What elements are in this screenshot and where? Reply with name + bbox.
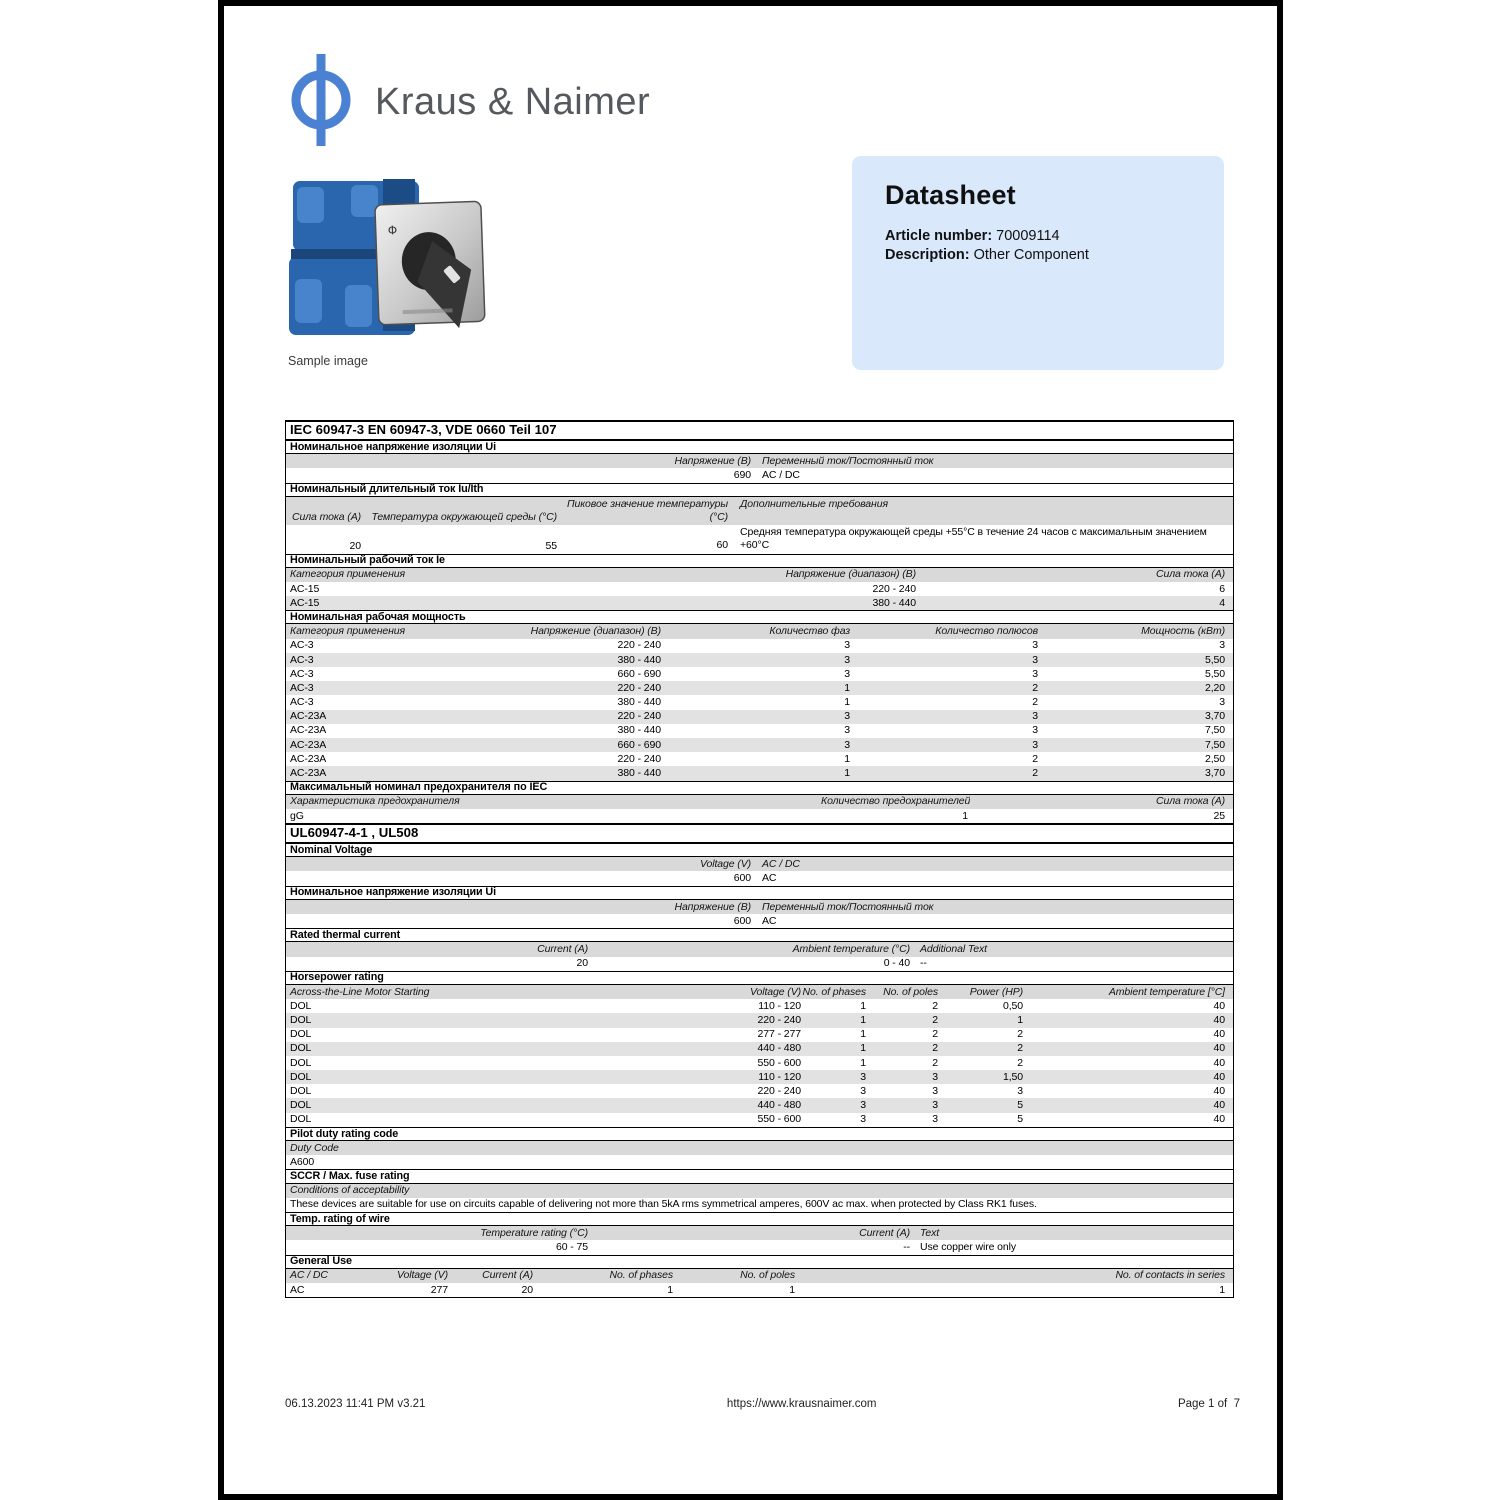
sample-image-caption: Sample image xyxy=(288,354,368,368)
table-cell: AC-15 xyxy=(290,582,320,595)
table-cell: Across-the-Line Motor Starting xyxy=(290,985,430,998)
data-row xyxy=(286,871,1233,885)
footer-url: https://www.krausnaimer.com xyxy=(726,1398,877,1410)
table-cell: AC-23A xyxy=(290,724,327,737)
table-cell: 0 - 40 xyxy=(883,957,910,970)
table-cell: 1 xyxy=(844,681,850,694)
table-cell: 220 - 240 xyxy=(617,639,661,652)
table-cell: AC-15 xyxy=(290,596,320,609)
table-cell: Conditions of acceptability xyxy=(290,1184,410,1197)
datasheet-info-box xyxy=(852,156,1224,370)
data-row xyxy=(286,752,1233,766)
table-cell: 40 xyxy=(1213,1028,1225,1041)
data-row xyxy=(286,1042,1233,1056)
table-cell: DOL xyxy=(290,1056,312,1069)
column-header-row xyxy=(286,1269,1233,1283)
table-cell: 1 xyxy=(860,1042,866,1055)
table-cell: 40 xyxy=(1213,1070,1225,1083)
table-cell: 0,50 xyxy=(1002,999,1023,1012)
table-cell: 3 xyxy=(844,667,850,680)
table-cell: 3 xyxy=(932,1113,938,1126)
table-cell: 2,50 xyxy=(1204,752,1225,765)
table-cell: 3 xyxy=(1032,710,1038,723)
table-cell: 3 xyxy=(844,653,850,666)
datasheet-page xyxy=(218,0,1283,1500)
section-header-row xyxy=(286,1255,1233,1269)
section-header-row xyxy=(286,554,1233,568)
footer-timestamp: 06.13.2023 11:41 PM v3.21 xyxy=(285,1398,426,1410)
table-cell: 110 - 120 xyxy=(758,1070,801,1083)
table-cell: Напряжение (В) xyxy=(674,454,751,467)
table-cell: 220 - 240 xyxy=(617,710,661,723)
table-cell: 2 xyxy=(1032,681,1038,694)
data-row xyxy=(286,596,1233,610)
column-header-row xyxy=(286,568,1233,582)
table-cell: AC-23A xyxy=(290,767,327,780)
table-cell: 3 xyxy=(1032,724,1038,737)
column-header-row xyxy=(286,454,1233,468)
table-cell: 1 xyxy=(789,1283,795,1296)
section-header-row xyxy=(286,928,1233,942)
data-row xyxy=(286,914,1233,928)
table-cell: 60 - 75 xyxy=(556,1241,588,1254)
table-cell: IEC 60947-3 EN 60947-3, VDE 0660 Teil 107 xyxy=(290,422,557,438)
column-header-row xyxy=(286,942,1233,956)
table-cell: 220 - 240 xyxy=(757,1014,801,1027)
data-row xyxy=(286,639,1233,653)
table-cell: A600 xyxy=(290,1155,315,1168)
column-header-row xyxy=(286,900,1233,914)
table-cell: 440 - 480 xyxy=(757,1042,801,1055)
data-row xyxy=(286,1013,1233,1027)
table-cell: 40 xyxy=(1213,999,1225,1012)
table-cell: Количество полюсов xyxy=(935,625,1038,638)
table-cell: 3 xyxy=(844,710,850,723)
table-cell: 55 xyxy=(545,539,557,552)
specifications-table xyxy=(285,420,1234,1298)
table-cell: 3 xyxy=(1219,696,1225,709)
table-cell: Current (A) xyxy=(537,943,588,956)
table-cell: 2 xyxy=(1017,1028,1023,1041)
table-cell: AC / DC xyxy=(762,469,800,482)
table-cell: 2 xyxy=(1017,1042,1023,1055)
table-cell: gG xyxy=(290,809,304,822)
section-header-row xyxy=(286,843,1233,857)
table-cell: 690 xyxy=(733,469,751,482)
table-cell: 380 - 440 xyxy=(617,724,661,737)
table-cell: DOL xyxy=(290,1042,312,1055)
table-cell: Номинальная рабочая мощность xyxy=(290,610,466,623)
table-cell: 20 xyxy=(521,1283,533,1296)
table-cell: Номинальный рабочий ток Ie xyxy=(290,554,445,567)
table-cell: Номинальный длительный ток Iu/Ith xyxy=(290,483,484,496)
table-cell: 3 xyxy=(1032,667,1038,680)
table-cell: 6 xyxy=(1219,582,1225,595)
table-cell: Дополнительные требования xyxy=(740,497,888,510)
data-row xyxy=(286,957,1233,971)
product-image xyxy=(283,161,495,353)
table-cell: 20 xyxy=(576,957,588,970)
table-cell: 1,50 xyxy=(1002,1070,1023,1083)
table-cell: Категория применения xyxy=(290,568,406,581)
table-cell: DOL xyxy=(290,1070,312,1083)
phi-logo-icon xyxy=(289,52,353,153)
table-cell: AC xyxy=(762,914,777,927)
table-cell: 380 - 440 xyxy=(617,767,661,780)
table-cell: 40 xyxy=(1213,1084,1225,1097)
section-header-row xyxy=(286,1127,1233,1141)
data-row xyxy=(286,1113,1233,1127)
table-cell: No. of poles xyxy=(883,985,938,998)
table-cell: Напряжение (В) xyxy=(674,900,751,913)
table-cell: DOL xyxy=(290,1099,312,1112)
table-cell: Nominal Voltage xyxy=(290,843,373,856)
data-row xyxy=(286,468,1233,482)
table-cell: AC-3 xyxy=(290,667,314,680)
table-cell: 3 xyxy=(860,1099,866,1112)
section-header-row xyxy=(286,440,1233,454)
table-cell: 440 - 480 xyxy=(757,1099,801,1112)
table-cell: 380 - 440 xyxy=(617,696,661,709)
table-cell: 3 xyxy=(844,639,850,652)
table-cell: 1 xyxy=(860,1028,866,1041)
description-label: Description: xyxy=(885,247,970,263)
table-cell: Temp. rating of wire xyxy=(290,1212,390,1225)
table-cell: 1 xyxy=(844,752,850,765)
table-cell: 600 xyxy=(733,872,751,885)
table-cell: 2 xyxy=(932,1042,938,1055)
table-cell: 660 - 690 xyxy=(617,738,661,751)
table-cell: Пиковое значение температуры (°C) xyxy=(566,497,728,523)
table-title-row xyxy=(286,420,1233,440)
table-cell: Переменный ток/Постоянный ток xyxy=(762,900,934,913)
table-cell: 5,50 xyxy=(1204,653,1225,666)
table-cell: 1 xyxy=(860,999,866,1012)
table-cell: Voltage (V) xyxy=(749,985,801,998)
table-cell: AC xyxy=(762,872,777,885)
table-cell: Категория применения xyxy=(290,625,406,638)
table-cell: 2,20 xyxy=(1204,681,1225,694)
data-row xyxy=(286,525,1233,553)
article-number-value: 70009114 xyxy=(996,228,1060,244)
table-cell: AC xyxy=(290,1283,305,1296)
table-cell: 1 xyxy=(860,1056,866,1069)
table-cell: General Use xyxy=(290,1255,352,1268)
data-row xyxy=(286,1155,1233,1169)
table-cell: 110 - 120 xyxy=(758,999,801,1012)
table-cell: 380 - 440 xyxy=(617,653,661,666)
table-cell: AC-23A xyxy=(290,710,327,723)
datasheet-title: Datasheet xyxy=(885,180,1016,210)
data-row xyxy=(286,653,1233,667)
page-footer xyxy=(285,1398,1240,1410)
data-row xyxy=(286,681,1233,695)
table-cell: Temperature rating (°C) xyxy=(480,1226,588,1239)
table-cell: 3 xyxy=(1032,653,1038,666)
table-cell: 2 xyxy=(1017,1056,1023,1069)
data-row xyxy=(286,667,1233,681)
data-row xyxy=(286,1283,1233,1297)
data-row xyxy=(286,710,1233,724)
svg-text:Φ: Φ xyxy=(387,223,398,238)
table-cell: 3 xyxy=(932,1099,938,1112)
table-cell: 220 - 240 xyxy=(617,681,661,694)
table-cell: 60 xyxy=(716,539,728,552)
brand-header xyxy=(289,52,650,153)
article-number-label: Article number: xyxy=(885,228,993,244)
table-cell: AC / DC xyxy=(290,1269,328,1282)
table-cell: DOL xyxy=(290,999,312,1012)
table-cell: Voltage (V) xyxy=(396,1269,448,1282)
table-cell: Количество фаз xyxy=(769,625,850,638)
table-cell: 1 xyxy=(667,1283,673,1296)
table-cell: 2 xyxy=(932,1014,938,1027)
column-header-row xyxy=(286,1226,1233,1240)
table-cell: No. of phases xyxy=(609,1269,673,1282)
table-cell: 20 xyxy=(349,539,361,552)
table-cell: 2 xyxy=(1032,752,1038,765)
table-cell: Температура окружающей среды (°C) xyxy=(371,511,557,524)
data-row xyxy=(286,1084,1233,1098)
table-cell: AC-3 xyxy=(290,639,314,652)
section-header-row xyxy=(286,781,1233,795)
table-cell: AC-23A xyxy=(290,738,327,751)
table-cell: -- xyxy=(903,1241,910,1254)
table-cell: 277 - 277 xyxy=(757,1028,801,1041)
footer-page-number: Page 1 of 7 xyxy=(1177,1398,1240,1410)
table-cell: DOL xyxy=(290,1084,312,1097)
column-header-row xyxy=(286,497,1233,525)
section-header-row xyxy=(286,483,1233,497)
data-row xyxy=(286,1240,1233,1254)
table-cell: AC / DC xyxy=(762,857,800,870)
table-cell: Use copper wire only xyxy=(920,1241,1017,1254)
data-row xyxy=(286,999,1233,1013)
table-cell: 3 xyxy=(844,738,850,751)
table-cell: 1 xyxy=(962,809,968,822)
table-cell: No. of contacts in series xyxy=(1115,1269,1225,1282)
table-cell: 40 xyxy=(1213,1042,1225,1055)
data-row xyxy=(286,695,1233,709)
table-cell: 1 xyxy=(844,696,850,709)
table-cell: 380 - 440 xyxy=(872,596,916,609)
data-row xyxy=(286,738,1233,752)
table-cell: 7,50 xyxy=(1204,724,1225,737)
table-cell: Voltage (V) xyxy=(699,857,751,870)
description-line xyxy=(885,246,1224,265)
table-cell: AC-3 xyxy=(290,681,314,694)
table-cell: SCCR / Max. fuse rating xyxy=(290,1170,410,1183)
data-row xyxy=(286,1028,1233,1042)
table-cell: Сила тока (А) xyxy=(1156,568,1225,581)
table-title-row xyxy=(286,823,1233,843)
table-cell: UL60947-4-1 , UL508 xyxy=(290,825,419,841)
table-cell: 4 xyxy=(1219,596,1225,609)
table-cell: Количество предохранителей xyxy=(821,795,971,808)
table-cell: 3 xyxy=(1032,738,1038,751)
section-header-row xyxy=(286,1212,1233,1226)
column-header-row xyxy=(286,1141,1233,1155)
table-cell: AC-3 xyxy=(290,696,314,709)
table-cell: These devices are suitable for use on circuits capable of delivering not more than 5kA rms symmetrical amperes, 600V ac max. when protected by Class RK1 fuses. xyxy=(290,1198,1037,1211)
table-cell: 5 xyxy=(1017,1099,1023,1112)
data-row xyxy=(286,1070,1233,1084)
table-cell: Pilot duty rating code xyxy=(290,1127,399,1140)
table-cell: 3 xyxy=(1219,639,1225,652)
table-cell: 3 xyxy=(1017,1084,1023,1097)
table-cell: Сила тока (А) xyxy=(1156,795,1225,808)
column-header-row xyxy=(286,857,1233,871)
column-header-row xyxy=(286,985,1233,999)
table-cell: 3,70 xyxy=(1204,710,1225,723)
table-cell: Переменный ток/Постоянный ток xyxy=(762,454,934,467)
table-cell: No. of phases xyxy=(802,985,866,998)
table-cell: Horsepower rating xyxy=(290,971,384,984)
table-cell: 3 xyxy=(932,1084,938,1097)
table-cell: 40 xyxy=(1213,1014,1225,1027)
table-cell: 1 xyxy=(1219,1283,1225,1296)
data-row xyxy=(286,1056,1233,1070)
table-cell: AC-3 xyxy=(290,653,314,666)
table-cell: 550 - 600 xyxy=(757,1056,801,1069)
data-row xyxy=(286,809,1233,823)
table-cell: -- xyxy=(920,957,927,970)
table-cell: Характеристика предохранителя xyxy=(290,795,460,808)
table-cell: Средняя температура окружающей среды +55°C в течение 24 часов с максимальным значением +60°C xyxy=(740,526,1207,552)
table-cell: Ambient temperature [°C] xyxy=(1108,985,1225,998)
table-cell: Rated thermal current xyxy=(290,928,401,941)
table-cell: DOL xyxy=(290,1014,312,1027)
table-cell: Сила тока (А) xyxy=(292,511,361,524)
column-header-row xyxy=(286,795,1233,809)
table-cell: 220 - 240 xyxy=(872,582,916,595)
table-cell: DOL xyxy=(290,1028,312,1041)
table-cell: Additional Text xyxy=(920,943,987,956)
table-cell: 1 xyxy=(860,1014,866,1027)
table-cell: 3 xyxy=(932,1070,938,1083)
table-cell: Напряжение (диапазон) (В) xyxy=(530,625,661,638)
table-cell: DOL xyxy=(290,1113,312,1126)
section-header-row xyxy=(286,610,1233,624)
table-cell: 3 xyxy=(860,1070,866,1083)
table-cell: 3,70 xyxy=(1204,767,1225,780)
table-cell: 3 xyxy=(1032,639,1038,652)
column-header-row xyxy=(286,624,1233,638)
table-cell: 550 - 600 xyxy=(757,1113,801,1126)
table-cell: Напряжение (диапазон) (В) xyxy=(785,568,916,581)
article-number-line xyxy=(885,227,1224,246)
description-value: Other Component xyxy=(973,247,1089,263)
brand-name: Kraus & Naimer xyxy=(375,81,651,123)
table-cell: 2 xyxy=(1032,696,1038,709)
table-cell: 1 xyxy=(1017,1014,1023,1027)
table-cell: Duty Code xyxy=(290,1141,339,1154)
table-cell: Current (A) xyxy=(859,1226,910,1239)
table-cell: 1 xyxy=(844,767,850,780)
table-cell: 2 xyxy=(932,999,938,1012)
table-cell: 40 xyxy=(1213,1113,1225,1126)
table-cell: 3 xyxy=(860,1084,866,1097)
table-cell: 3 xyxy=(844,724,850,737)
section-header-row xyxy=(286,886,1233,900)
table-cell: 40 xyxy=(1213,1056,1225,1069)
table-cell: 660 - 690 xyxy=(617,667,661,680)
table-cell: 2 xyxy=(932,1028,938,1041)
table-cell: Current (A) xyxy=(482,1269,533,1282)
data-row xyxy=(286,582,1233,596)
table-cell: 220 - 240 xyxy=(757,1084,801,1097)
table-cell: Ambient temperature (°C) xyxy=(792,943,910,956)
table-cell: 600 xyxy=(733,914,751,927)
table-cell: Максимальный номинал предохранителя по IEC xyxy=(290,781,548,794)
table-cell: 2 xyxy=(1032,767,1038,780)
table-cell: 7,50 xyxy=(1204,738,1225,751)
section-header-row xyxy=(286,971,1233,985)
table-cell: Мощность (кВт) xyxy=(1141,625,1225,638)
table-cell: 5 xyxy=(1017,1113,1023,1126)
table-cell: 5,50 xyxy=(1204,667,1225,680)
table-cell: Power (HP) xyxy=(969,985,1023,998)
table-cell: Номинальное напряжение изоляции Ui xyxy=(290,886,497,899)
table-cell: 25 xyxy=(1213,809,1225,822)
table-cell: Номинальное напряжение изоляции Ui xyxy=(290,440,497,453)
data-row xyxy=(286,724,1233,738)
table-cell: 40 xyxy=(1213,1099,1225,1112)
data-row xyxy=(286,1098,1233,1112)
table-cell: 277 xyxy=(430,1283,448,1296)
data-row xyxy=(286,766,1233,780)
data-row xyxy=(286,1198,1233,1212)
section-header-row xyxy=(286,1169,1233,1183)
table-cell: 2 xyxy=(932,1056,938,1069)
table-cell: AC-23A xyxy=(290,752,327,765)
table-cell: No. of poles xyxy=(740,1269,795,1282)
table-cell: Text xyxy=(920,1226,940,1239)
table-cell: 220 - 240 xyxy=(617,752,661,765)
column-header-row xyxy=(286,1184,1233,1198)
table-cell: 3 xyxy=(860,1113,866,1126)
